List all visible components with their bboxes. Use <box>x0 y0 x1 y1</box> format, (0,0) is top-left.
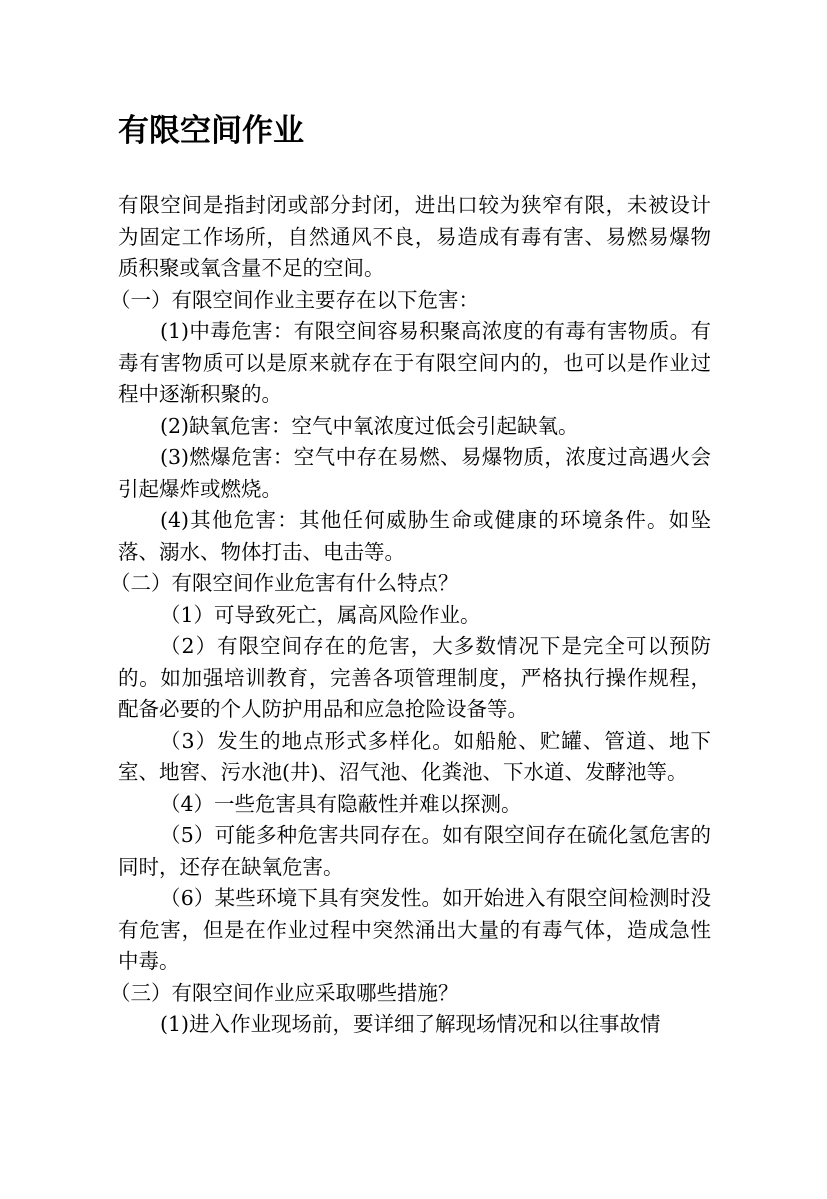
measure-item-1: (1)进入作业现场前，要详细了解现场情况和以往事故情 <box>160 1012 661 1036</box>
feature-item-6: （6）某些环境下具有突发性。如开始进入有限空间检测时没有危害，但是在作业过程中突然涌出大量的有毒气体，造成急性中毒。 <box>118 886 711 973</box>
hazard-item-explosion: (3)燃爆危害：空气中存在易燃、易爆物质，浓度过高遇火会引起爆炸或燃烧。 <box>118 445 711 501</box>
hazard-item-oxygen: (2)缺氧危害：空气中氧浓度过低会引起缺氧。 <box>160 413 579 438</box>
feature-item-5: （5）可能多种危害共同存在。如有限空间存在硫化氢危害的同时，还存在缺氧危害。 <box>118 823 711 879</box>
section-heading-measures: （三）有限空间作业应采取哪些措施？ <box>110 980 459 1005</box>
feature-item-3: （3）发生的地点形式多样化。如船舱、贮罐、管道、地下室、地窖、污水池(井)、沼气池、化粪池、下水道、发酵池等。 <box>118 728 711 784</box>
intro-paragraph: 有限空间是指封闭或部分封闭，进出口较为狭窄有限，未被设计为固定工作场所，自然通风不良，易造成有毒有害、易燃易爆物质积聚或氧含量不足的空间。 <box>118 193 711 280</box>
document-title: 有限空间作业 <box>118 113 304 149</box>
section-heading-features: （二）有限空间作业危害有什么特点？ <box>110 571 459 595</box>
feature-item-2: （2）有限空间存在的危害，大多数情况下是完全可以预防的。如加强培训教育，完善各项管理制度，严格执行操作规程，配备必要的个人防护用品和应急抢险设备等。 <box>118 634 711 721</box>
hazard-item-other: (4)其他危害：其他任何威胁生命或健康的环境条件。如坠落、溺水、物体打击、电击等。 <box>118 508 711 564</box>
document-body <box>110 190 711 1041</box>
feature-item-4: （4）一些危害具有隐蔽性并难以探测。 <box>160 791 522 816</box>
feature-item-1: （1）可导致死亡，属高风险作业。 <box>160 602 481 627</box>
section-heading-hazards: （一）有限空间作业主要存在以下危害： <box>110 287 479 312</box>
hazard-item-poisoning: (1)中毒危害：有限空间容易积聚高浓度的有毒有害物质。有毒有害物质可以是原来就存在于有限空间内的，也可以是作业过程中逐渐积聚的。 <box>118 319 711 406</box>
